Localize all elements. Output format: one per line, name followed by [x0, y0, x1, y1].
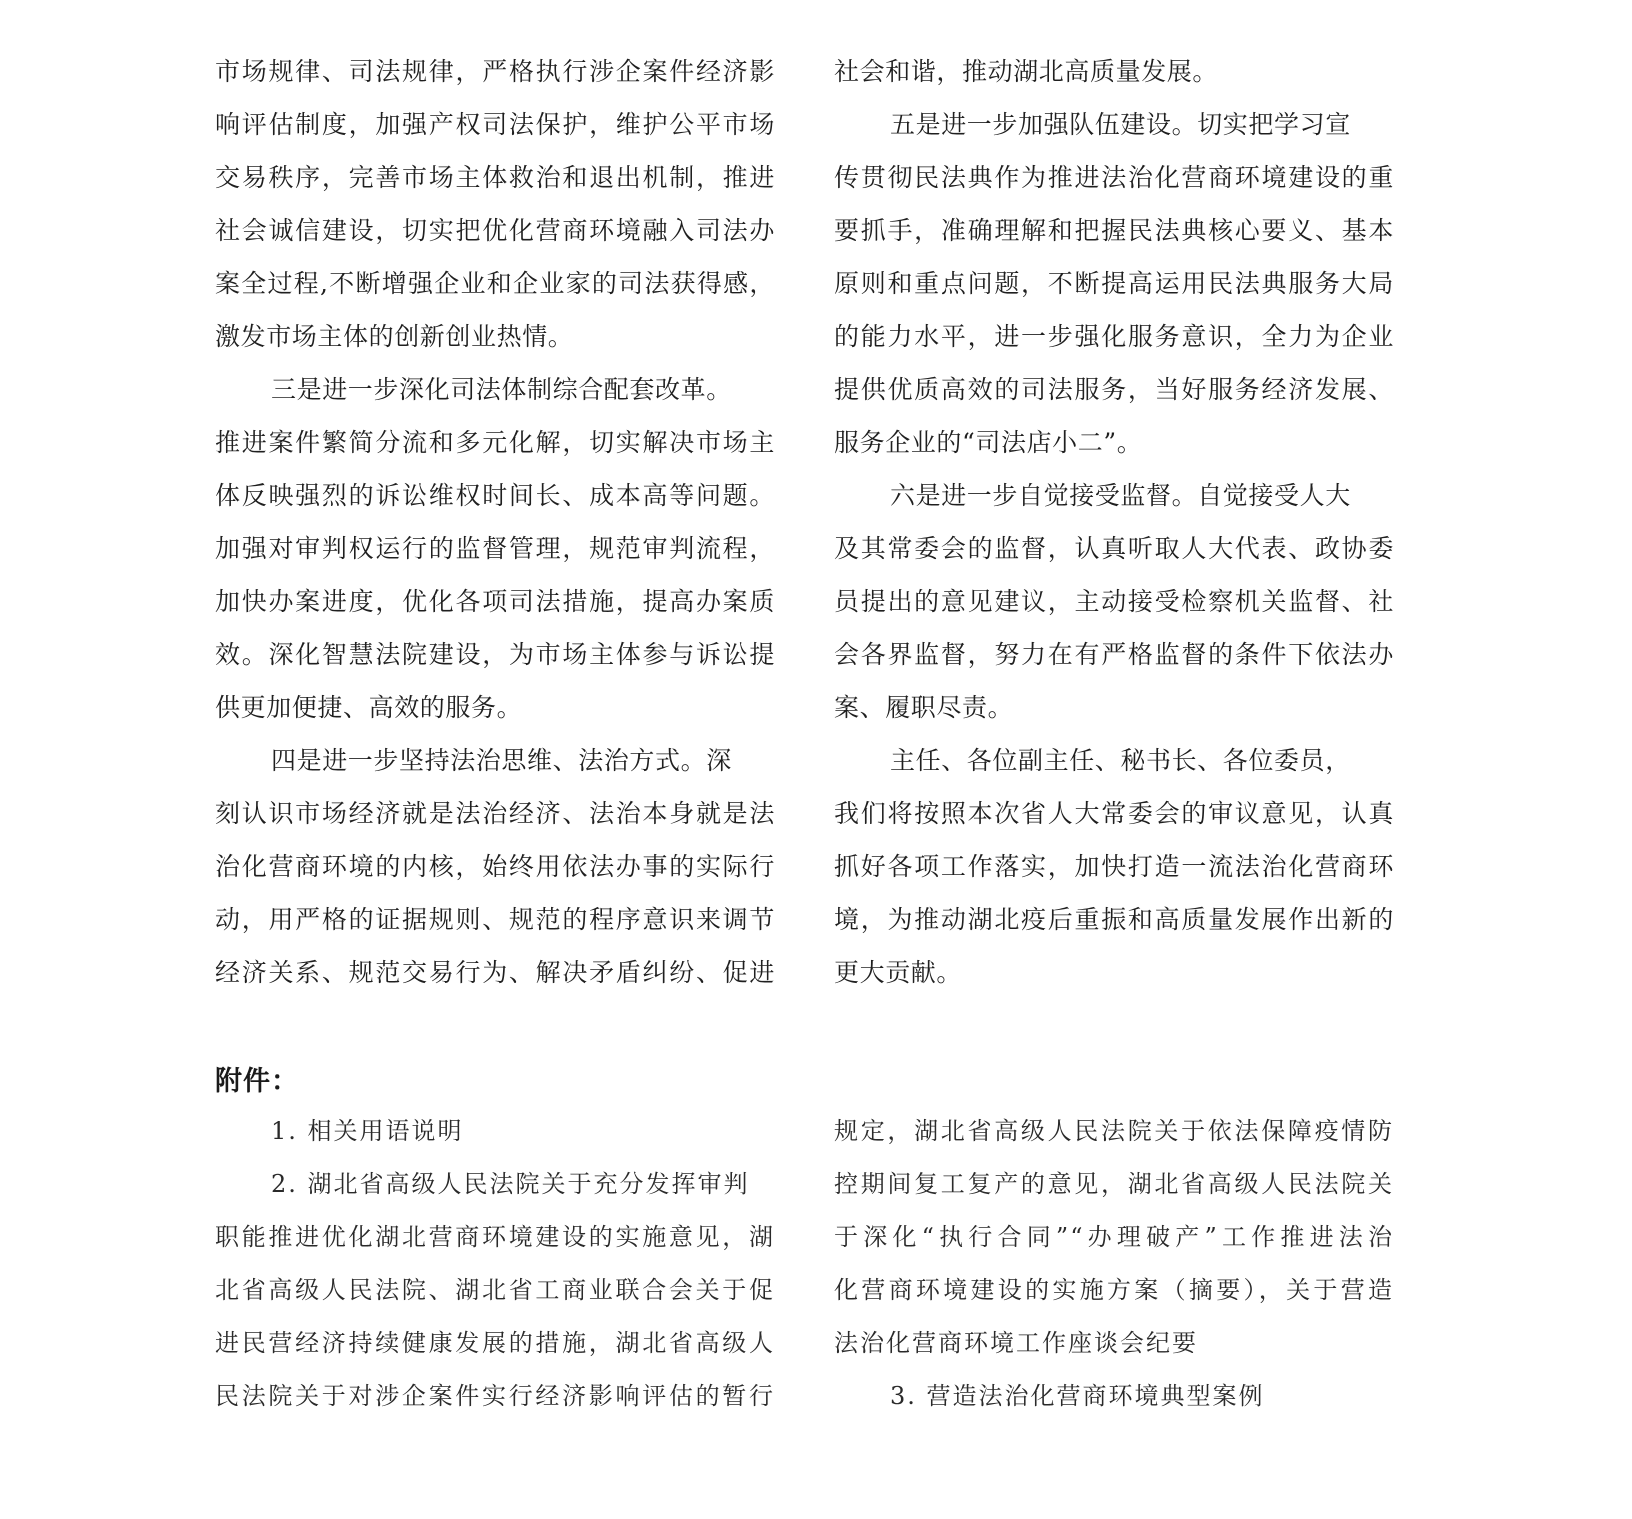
text-line: 及其常委会的监督，认真听取人大代表、政协委	[834, 534, 1394, 563]
attachment-text-line: 于深化“执行合同”“办理破产”工作推进法治	[834, 1223, 1394, 1251]
text-line: 更大贡献。	[834, 958, 963, 987]
text-line: 案全过程,不断增强企业和企业家的司法获得感，	[215, 269, 775, 298]
text-line: 效。深化智慧法院建设，为市场主体参与诉讼提	[215, 640, 775, 669]
paragraph-start-line: 主任、各位副主任、秘书长、各位委员，	[890, 746, 1351, 775]
attachment-item-2: 2. 湖北省高级人民法院关于充分发挥审判	[271, 1170, 750, 1198]
text-line: 社会和谐，推动湖北高质量发展。	[834, 57, 1219, 86]
attachment-text-line: 进民营经济持续健康发展的措施，湖北省高级人	[215, 1329, 775, 1357]
text-line: 我们将按照本次省人大常委会的审议意见，认真	[834, 799, 1394, 828]
text-line: 体反映强烈的诉讼维权时间长、成本高等问题。	[215, 481, 775, 510]
attachment-text-line: 规定，湖北省高级人民法院关于依法保障疫情防	[834, 1117, 1394, 1145]
attachment-item-1: 1. 相关用语说明	[271, 1117, 464, 1145]
text-line: 会各界监督，努力在有严格监督的条件下依法办	[834, 640, 1394, 669]
text-line: 加快办案进度，优化各项司法措施，提高办案质	[215, 587, 775, 616]
text-line: 提供优质高效的司法服务，当好服务经济发展、	[834, 375, 1394, 404]
paragraph-start-line: 六是进一步自觉接受监督。自觉接受人大	[890, 481, 1351, 510]
paragraph-start-line: 三是进一步深化司法体制综合配套改革。	[271, 375, 732, 404]
text-line: 案、履职尽责。	[834, 693, 1014, 722]
text-line: 激发市场主体的创新创业热情。	[215, 322, 574, 351]
attachment-text-line: 法治化营商环境工作座谈会纪要	[834, 1329, 1198, 1357]
text-line: 加强对审判权运行的监督管理，规范审判流程，	[215, 534, 775, 563]
text-line: 抓好各项工作落实，加快打造一流法治化营商环	[834, 852, 1394, 881]
text-line: 员提出的意见建议，主动接受检察机关监督、社	[834, 587, 1394, 616]
paragraph-start-line: 四是进一步坚持法治思维、法治方式。深	[271, 746, 732, 775]
text-line: 刻认识市场经济就是法治经济、法治本身就是法	[215, 799, 775, 828]
text-line: 交易秩序，完善市场主体救治和退出机制，推进	[215, 163, 775, 192]
text-line: 社会诚信建设，切实把优化营商环境融入司法办	[215, 216, 775, 245]
right-text-column	[834, 45, 1394, 999]
attachment-text-line: 化营商环境建设的实施方案（摘要），关于营造	[834, 1276, 1394, 1304]
text-line: 供更加便捷、高效的服务。	[215, 693, 523, 722]
text-line: 要抓手，准确理解和把握民法典核心要义、基本	[834, 216, 1394, 245]
paragraph-start-line: 五是进一步加强队伍建设。切实把学习宣	[890, 110, 1351, 139]
attachment-text-line: 职能推进优化湖北营商环境建设的实施意见，湖	[215, 1223, 775, 1251]
attachments-heading: 附件：	[215, 1066, 299, 1097]
text-line: 治化营商环境的内核，始终用依法办事的实际行	[215, 852, 775, 881]
attachments-right-column	[834, 1105, 1394, 1423]
attachment-text-line: 控期间复工复产的意见，湖北省高级人民法院关	[834, 1170, 1394, 1198]
attachments-left-column	[215, 1105, 775, 1423]
text-line: 原则和重点问题，不断提高运用民法典服务大局	[834, 269, 1394, 298]
text-line: 服务企业的“司法店小二”。	[834, 428, 1143, 457]
text-line: 传贯彻民法典作为推进法治化营商环境建设的重	[834, 163, 1394, 192]
attachment-text-line: 北省高级人民法院、湖北省工商业联合会关于促	[215, 1276, 775, 1304]
text-line: 的能力水平，进一步强化服务意识，全力为企业	[834, 322, 1394, 351]
text-line: 动，用严格的证据规则、规范的程序意识来调节	[215, 905, 775, 934]
text-line: 境，为推动湖北疫后重振和高质量发展作出新的	[834, 905, 1394, 934]
left-text-column	[215, 45, 775, 999]
text-line: 经济关系、规范交易行为、解决矛盾纠纷、促进	[215, 958, 775, 987]
text-line: 响评估制度，加强产权司法保护，维护公平市场	[215, 110, 775, 139]
text-line: 推进案件繁简分流和多元化解，切实解决市场主	[215, 428, 775, 457]
attachment-text-line: 民法院关于对涉企案件实行经济影响评估的暂行	[215, 1382, 775, 1410]
text-line: 市场规律、司法规律，严格执行涉企案件经济影	[215, 57, 775, 86]
attachment-item-3: 3. 营造法治化营商环境典型案例	[890, 1382, 1265, 1410]
